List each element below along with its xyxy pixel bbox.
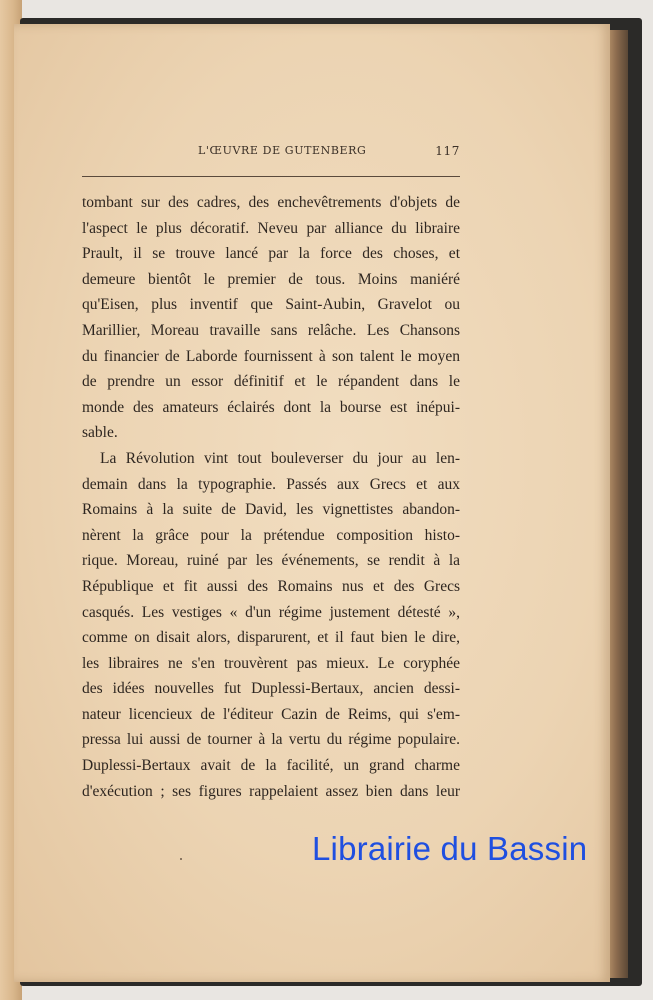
- text-line: pressa lui aussi de tourner à la vertu du régime populaire.: [82, 731, 460, 749]
- text-line: demain dans la typographie. Passés aux Grecs et aux: [82, 475, 460, 493]
- text-line: d'exécution ; ses figures rappelaient assez bien dans leur: [82, 782, 460, 800]
- text-line: les libraires ne s'en trouvèrent pas mieux. Le coryphée: [82, 654, 460, 672]
- paper-speck: [180, 858, 182, 860]
- text-line: casqués. Les vestiges « d'un régime justement détesté »,: [82, 603, 460, 621]
- text-line: Duplessi-Bertaux avait de la facilité, un grand charme: [82, 757, 460, 775]
- body-text: [82, 190, 460, 804]
- page-number: 117: [435, 144, 460, 158]
- watermark: Librairie du Bassin: [312, 830, 588, 867]
- text-line: l'aspect le plus décoratif. Neveu par alliance du libraire: [82, 219, 460, 237]
- text-line: tombant sur des cadres, des enchevêtrements d'objets de: [82, 194, 460, 211]
- text-line: de prendre un essor définitif et le répandent dans le: [82, 373, 460, 391]
- text-line: Marillier, Moreau travaille sans relâche. Les Chansons: [82, 321, 460, 339]
- text-line: rique. Moreau, ruiné par les événements, se rendit à la: [82, 552, 460, 570]
- text-line: Romains à la suite de David, les vignettistes abandon-: [82, 501, 460, 519]
- text-line: nateur licencieux de l'éditeur Cazin de Reims, qui s'em-: [82, 705, 460, 723]
- text-line: qu'Eisen, plus inventif que Saint-Aubin, Gravelot ou: [82, 296, 460, 314]
- text-line: République et fit aussi des Romains nus et des Grecs: [82, 577, 460, 595]
- running-head-title: L'ŒUVRE DE GUTENBERG: [198, 144, 367, 157]
- text-line: nèrent la grâce pour la prétendue composition histo-: [82, 526, 460, 544]
- header-rule: [82, 176, 460, 177]
- text-line: La Révolution vint tout bouleverser du jour au len-: [100, 449, 460, 467]
- text-line: sable.: [82, 424, 118, 442]
- text-line: comme on disait alors, disparurent, et il faut bien le dire,: [82, 629, 460, 647]
- text-line: du financier de Laborde fournissent à son talent le moyen: [82, 347, 460, 365]
- text-line: des idées nouvelles fut Duplessi-Bertaux, ancien dessi-: [82, 680, 460, 698]
- text-line: Prault, il se trouve lancé par la force des choses, et: [82, 245, 460, 263]
- text-line: demeure bientôt le premier de tous. Moins maniéré: [82, 270, 460, 288]
- text-line: monde des amateurs éclairés dont la bourse est inépui-: [82, 398, 460, 416]
